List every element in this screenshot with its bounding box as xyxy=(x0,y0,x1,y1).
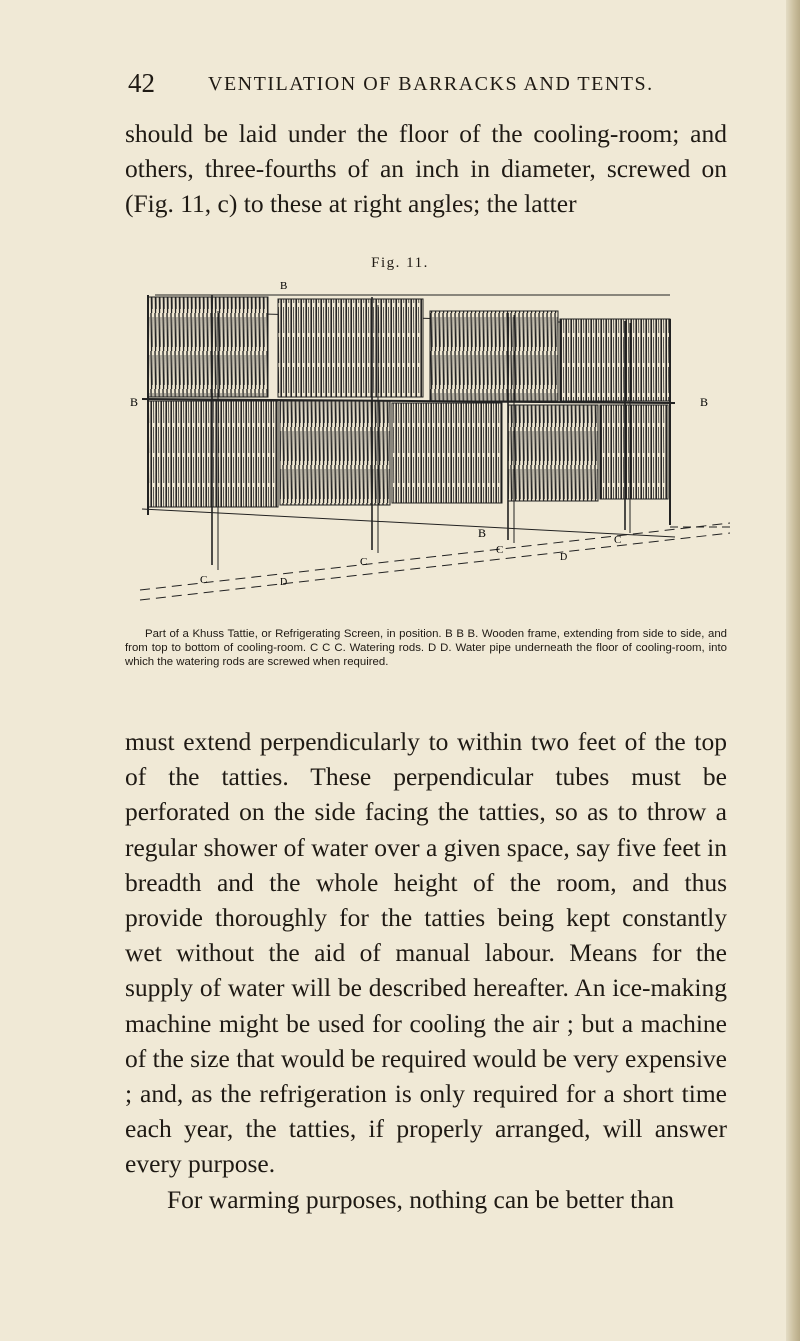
running-head xyxy=(128,68,728,98)
label-d-2: D xyxy=(560,552,568,563)
figure-label: Fig. 11. xyxy=(371,255,429,271)
label-b-left: B xyxy=(130,395,139,409)
paragraph-top: should be laid under the floor of the cooling-room; and others, three-fourths of an inch in diameter, screwed on (Fig. 11, c) to these at right angles; the latter xyxy=(125,119,727,219)
page-edge xyxy=(786,0,800,1341)
body-text-main xyxy=(125,724,727,1217)
paragraph-last: For warming purposes, nothing can be better than xyxy=(167,1184,675,1214)
label-b-bottom: B xyxy=(478,526,487,540)
label-c-2: C xyxy=(360,556,368,568)
label-c-4: C xyxy=(614,534,622,546)
label-c-1: C xyxy=(200,574,208,586)
caption-text: Part of a Khuss Tattie, or Refrigerating Screen, in position. B B B. Wooden frame, extending from side to side, and from top to bottom of cooling-room. C C C. Watering rods. D D. Water pipe underneath the floor of cooling-room, into which the watering rods are screwed when required. xyxy=(125,628,727,668)
figure-caption xyxy=(125,628,727,669)
paragraph-main: must extend perpendicularly to within two feet of the top of the tatties. These perpendicular tubes must be perforated on the side facing the tatties, so as to throw a regular shower of water over a given space, say five feet in breadth and the whole height of the room, and thus provide thoroughly for the tatties being kept constantly wet without the aid of manual labour. Means for the supply of water will be described hereafter. An ice-making machine might be used for cooling the air ; but a machine of the size that would be required would be very expensive ; and, as the refrigeration is only required for a short time each year, the tatties, if properly arranged, will answer every purpose. xyxy=(125,727,727,1179)
tattie-illustration xyxy=(130,275,730,615)
label-d-1: D xyxy=(280,577,288,588)
label-c-3: C xyxy=(496,544,504,556)
label-b-right: B xyxy=(700,395,709,409)
figure-tattie-screen xyxy=(130,275,730,615)
body-text-top xyxy=(125,116,727,222)
label-b-top: B xyxy=(280,280,288,292)
running-head-title: VENTILATION OF BARRACKS AND TENTS. xyxy=(208,73,654,95)
page-number: 42 xyxy=(128,68,155,98)
